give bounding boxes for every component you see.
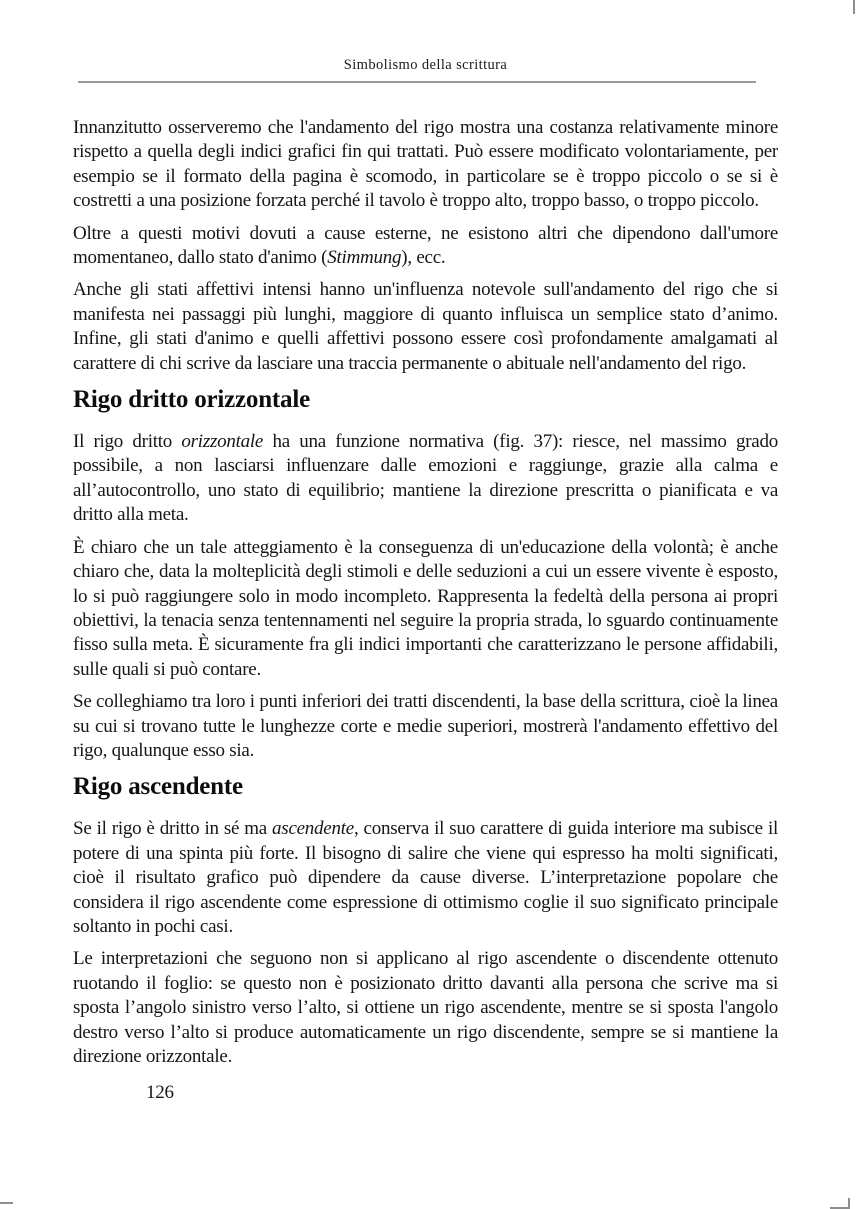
italic-run: ascendente bbox=[272, 818, 354, 840]
text-run: Se il rigo è dritto in sé ma bbox=[73, 818, 273, 840]
paragraph-normative-function bbox=[73, 430, 778, 528]
page-number: 126 bbox=[146, 1082, 174, 1104]
section-heading-rigo-dritto-orizzontale: Rigo dritto orizzontale bbox=[73, 386, 311, 414]
text-run: È chiaro che un tale atteggiamento è la conseguenza di un'educazione della volontà; è anche chiaro che, data la molteplicità degli stimoli e delle seduzioni a cui un essere vivente è esposto, lo si può raggiungere solo in modo incompleto. Rappresenta la fedeltà della persona ai propri obiettivi, la tenacia senza tentennamenti nel seguire la propria strada, lo sguardo continuamente fisso sulla meta. È sicuramente fra gli indici importanti che caratterizzano le persone affidabili, sulle quali si può contare. bbox=[73, 536, 778, 680]
italic-run: orizzontale bbox=[181, 431, 264, 453]
italic-run: Stimmung bbox=[327, 247, 402, 269]
text-run: , conserva il suo carattere di guida interiore ma subisce il potere di una spinta più forte. Il bisogno di salire che viene qui espresso ha molti significati, cioè il risultato grafico può dipendere da cause diverse. L’interpretazione popolare che considera il rigo ascendente come espressione di ottimismo coglie il suo significato principale soltanto in pochi casi. bbox=[73, 818, 778, 937]
text-run: Il rigo dritto bbox=[73, 431, 182, 453]
text-run: ha una funzione normativa (fig. 37): riesce, nel massimo grado possibile, a non lasciarsi influenzare dalle emozioni e raggiunge, grazie alla calma e all’autocontrollo, uno stato di equilibrio; mantiene la direzione prescritta o pianificata e va dritto alla meta. bbox=[73, 431, 778, 526]
paragraph-education-of-will bbox=[73, 536, 778, 682]
text-run: Se colleghiamo tra loro i punti inferiori dei tratti discendenti, la base della scrittura, cioè la linea su cui si trovano tutte le lunghezze corte e medie superiori, mostrerà l'andamento effettivo del rigo, qualunque esso sia. bbox=[73, 691, 778, 761]
scan-artifact-bottom-left bbox=[0, 1202, 13, 1204]
page-content bbox=[73, 116, 778, 1105]
header-rule bbox=[78, 81, 756, 83]
paragraph-rotated-sheet bbox=[73, 947, 778, 1069]
paragraph-line-constancy bbox=[73, 116, 778, 214]
section-heading-rigo-ascendente: Rigo ascendente bbox=[73, 773, 243, 801]
text-run: Innanzitutto osserveremo che l'andamento del rigo mostra una costanza relativamente minore rispetto a quella degli indici grafici fin qui trattati. Può essere modificato volontariamente, per esempio se il formato della pagina è scomodo, in particolare se è troppo piccolo o se si è costretti a una posizione forzata perché il tavolo è troppo alto, troppo basso, o troppo piccolo. bbox=[73, 117, 778, 212]
text-run: Oltre a questi motivi dovuti a cause esterne, ne esistono altri che dipendono dall'umore momentaneo, dallo stato d'animo ( bbox=[73, 222, 778, 269]
scan-artifact-top-right bbox=[853, 0, 855, 14]
text-run: ), ecc. bbox=[401, 247, 446, 269]
paragraph-baseline-connection bbox=[73, 690, 778, 763]
paragraph-ascending-line bbox=[73, 817, 778, 939]
paragraph-external-causes bbox=[73, 222, 778, 271]
paragraph-affective-states bbox=[73, 278, 778, 376]
running-header: Simbolismo della scrittura bbox=[343, 57, 508, 73]
text-run: Anche gli stati affettivi intensi hanno un'influenza notevole sull'andamento del rigo che si manifesta nei passaggi più lunghi, maggiore di quanto influisca un semplice stato d’animo. Infine, gli stati d'animo e quelli affettivi possono essere così profondamente amalgamati al carattere di chi scrive da lasciare una traccia permanente o abituale nell'andamento del rigo. bbox=[73, 279, 778, 374]
text-run: Le interpretazioni che seguono non si applicano al rigo ascendente o discendente ottenuto ruotando il foglio: se questo non è posizionato dritto davanti alla persona che scrive ma si sposta l’angolo sinistro verso l’alto, si ottiene un rigo ascendente, mentre se si sposta l'angolo destro verso l’alto si produce automaticamente un rigo discendente, sempre se si mantiene la direzione orizzontale. bbox=[73, 948, 778, 1067]
